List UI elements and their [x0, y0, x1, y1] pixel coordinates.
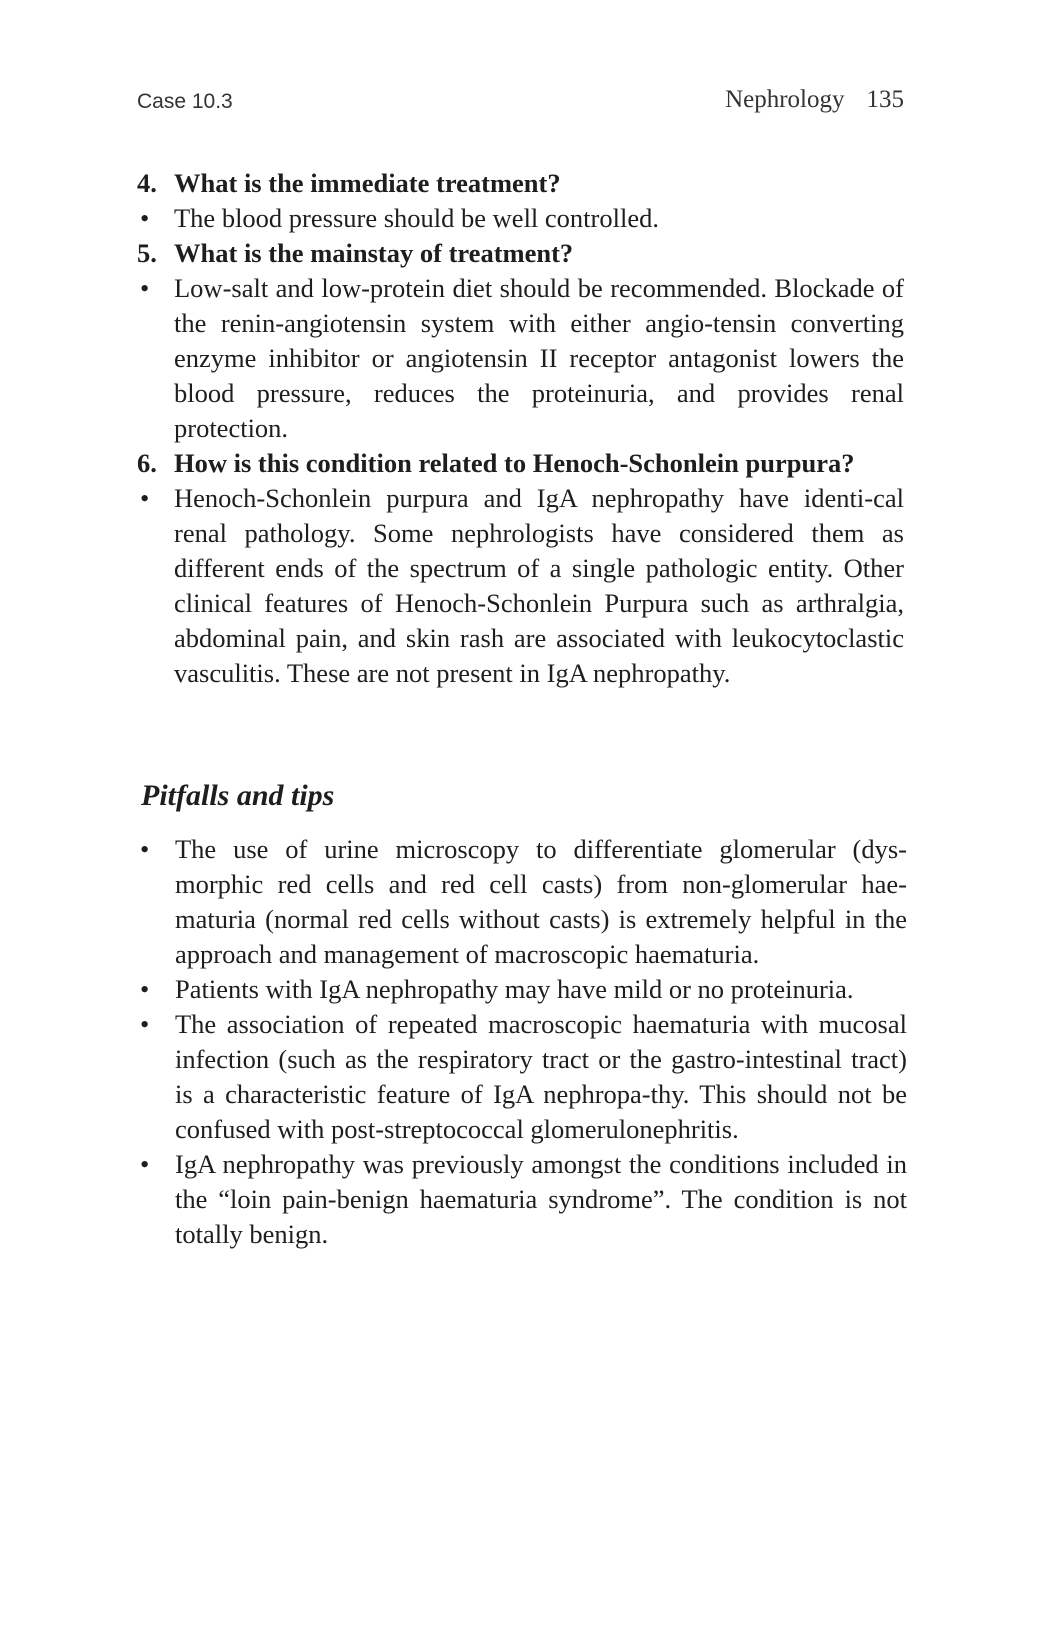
answer-text: Henoch-Schonlein purpura and IgA nephropathy have identi-cal renal pathology. Some nephrologists have considered them as different ends of the spectrum of a single pathologic entity. Other clinical features of Henoch-Schonlein Purpura such as arthralgia, abdominal pain, and skin rash are associated with leukocytoclastic vasculitis. These are not present in IgA nephropathy.	[174, 483, 904, 688]
question-5	[137, 236, 904, 271]
question-6	[137, 446, 904, 481]
question-4	[137, 166, 904, 201]
question-number: 5.	[137, 238, 157, 268]
question-text: How is this condition related to Henoch-Schonlein purpura?	[174, 448, 855, 478]
answer-text: Low-salt and low-protein diet should be recommended. Blockade of the renin-angiotensin system with either angio-tensin converting enzyme inhibitor or angiotensin II receptor antagonist lowers the blood pressure, reduces the proteinuria, and provides renal protection.	[174, 273, 904, 443]
question-number: 4.	[137, 168, 157, 198]
tip-text: IgA nephropathy was previously amongst the conditions included in the “loin pain-benign haematuria syndrome”. The condition is not totally benign.	[175, 1149, 907, 1249]
answer-text: The blood pressure should be well controlled.	[174, 203, 659, 233]
list-item	[137, 972, 907, 1007]
bullet-icon: •	[140, 483, 150, 513]
bullet-icon: •	[140, 1149, 150, 1179]
qa-list	[137, 166, 904, 691]
tip-text: The use of urine microscopy to differentiate glomerular (dys-morphic red cells and red cell casts) from non-glomerular hae-maturia (normal red cells without casts) is extremely helpful in the approach and management of macroscopic haematuria.	[175, 834, 907, 969]
bullet-icon: •	[140, 974, 150, 1004]
list-item	[137, 832, 907, 972]
question-text: What is the mainstay of treatment?	[174, 238, 574, 268]
tips-list	[137, 832, 907, 1252]
list-item	[137, 1007, 907, 1147]
tip-text: Patients with IgA nephropathy may have mild or no proteinuria.	[175, 974, 854, 1004]
bullet-icon: •	[140, 834, 150, 864]
answer-6	[137, 481, 904, 691]
section-title: Pitfalls and tips	[141, 779, 335, 812]
question-text: What is the immediate treatment?	[174, 168, 561, 198]
section-name: Nephrology	[725, 86, 845, 113]
bullet-icon: •	[140, 203, 150, 233]
tip-text: The association of repeated macroscopic haematuria with mucosal infection (such as the respiratory tract or the gastro-intestinal tract) is a characteristic feature of IgA nephropa-thy. This should not be confused with post-streptococcal glomerulonephritis.	[175, 1009, 907, 1144]
bullet-icon: •	[140, 273, 150, 303]
page-number: 135	[866, 86, 904, 113]
list-item	[137, 1147, 907, 1252]
bullet-icon: •	[140, 1009, 150, 1039]
running-header-left: Case 10.3	[137, 90, 233, 113]
answer-4	[137, 201, 904, 236]
answer-5	[137, 271, 904, 446]
running-header-right	[725, 86, 904, 114]
question-number: 6.	[137, 448, 157, 478]
